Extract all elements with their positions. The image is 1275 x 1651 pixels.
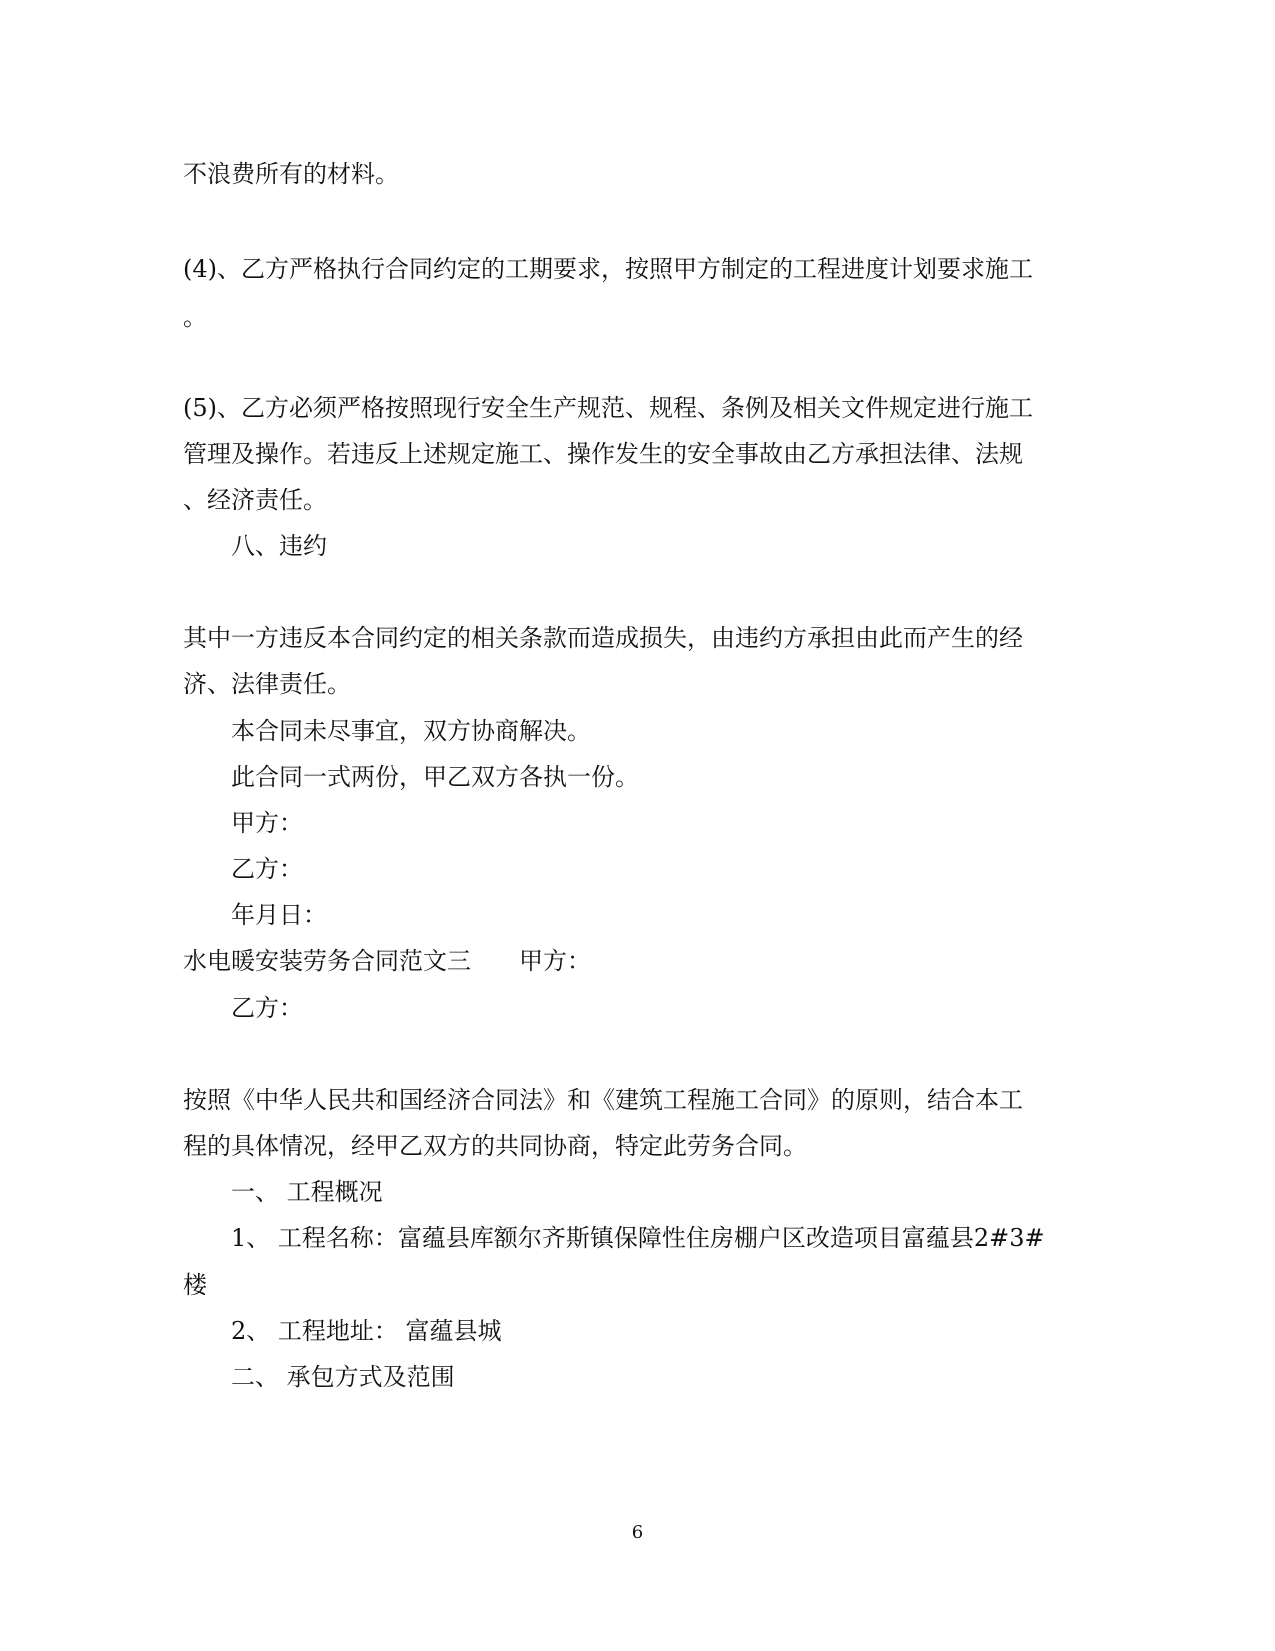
section-heading: 二、 承包方式及范围 [231,1363,455,1391]
text-line: 按照《中华人民共和国经济合同法》和《建筑工程施工合同》的原则，结合本工 [183,1086,1023,1114]
signature-label: 甲方： [231,809,303,837]
text-line: 1、 工程名称：富蕴县库额尔齐斯镇保障性住房棚户区改造项目富蕴县2#3# [231,1224,1045,1252]
text-line: 本合同未尽事宜，双方协商解决。 [231,717,591,745]
text-line: 、经济责任。 [183,486,327,514]
text-line: 楼 [183,1271,207,1299]
section-heading: 八、违约 [231,532,327,560]
signature-label: 甲方： [519,947,591,975]
text-line: 不浪费所有的材料。 [183,160,399,188]
signature-label: 乙方： [231,855,303,883]
document-title: 水电暖安装劳务合同范文三 [183,947,471,975]
section-heading: 一、 工程概况 [231,1178,383,1206]
page-number: 6 [631,1522,644,1543]
text-line: 管理及操作。若违反上述规定施工、操作发生的安全事故由乙方承担法律、法规 [183,440,1023,468]
text-line: 其中一方违反本合同约定的相关条款而造成损失，由违约方承担由此而产生的经 [183,624,1023,652]
text-line: 2、 工程地址： 富蕴县城 [231,1317,502,1345]
date-label: 年月日： [231,901,327,929]
text-line: (5)、乙方必须严格按照现行安全生产规范、规程、条例及相关文件规定进行施工 [183,394,1033,422]
text-line: 济、法律责任。 [183,670,351,698]
text-line: 。 [183,303,207,331]
document-title-line [183,946,591,976]
signature-label: 乙方： [231,994,303,1022]
text-line: 程的具体情况，经甲乙双方的共同协商，特定此劳务合同。 [183,1132,807,1160]
text-line: (4)、乙方严格执行合同约定的工期要求，按照甲方制定的工程进度计划要求施工 [183,255,1033,283]
text-line: 此合同一式两份，甲乙双方各执一份。 [231,763,639,791]
